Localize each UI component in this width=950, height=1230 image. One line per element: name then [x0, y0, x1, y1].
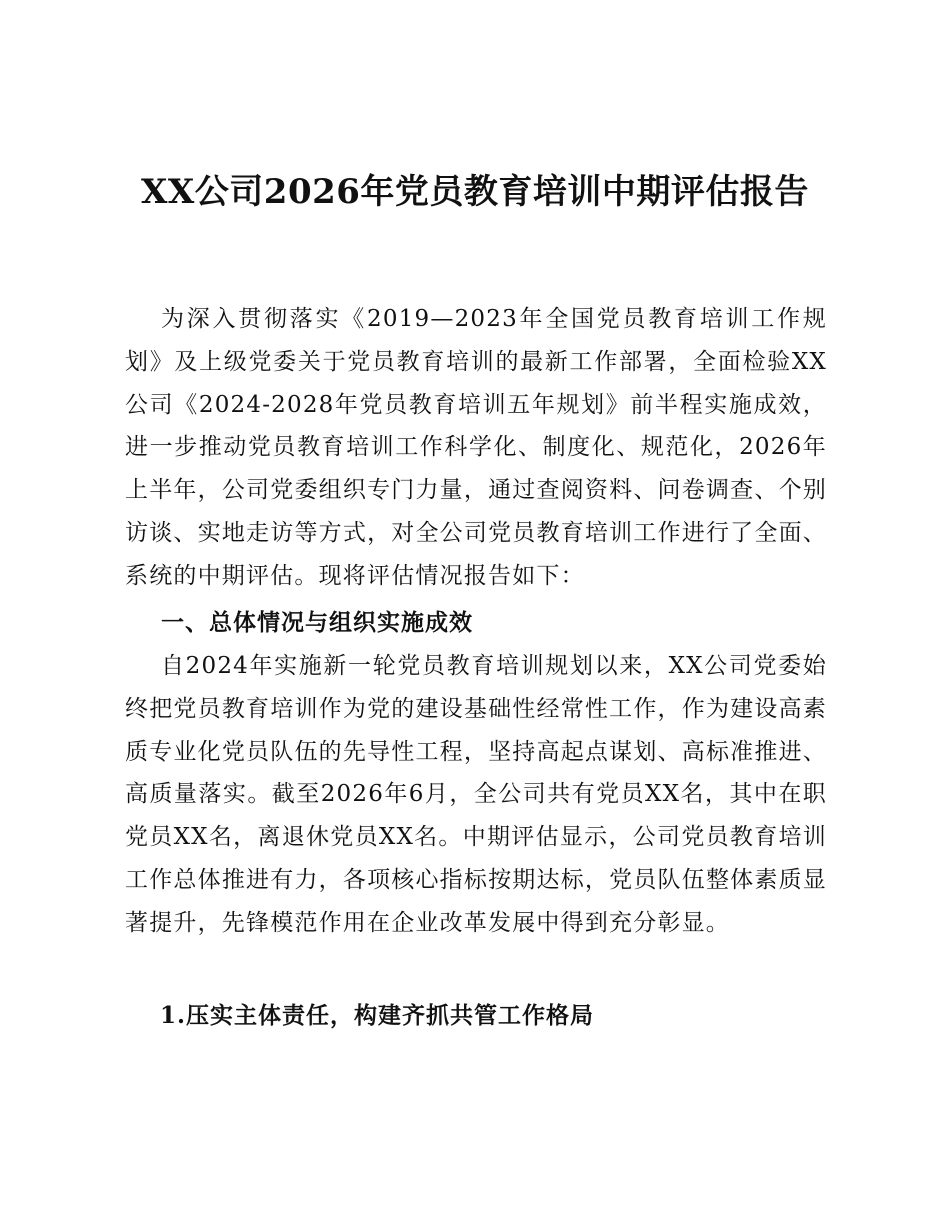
intro-paragraph: 为深入贯彻落实《2019—2023年全国党员教育培训工作规划》及上级党委关于党员教育培训的最新工作部署，全面检验XX公司《2024-2028年党员教育培训五年规划》前半程实施成效，进一步推动党员教育培训工作科学化、制度化、规范化，2026年上半年，公司党委组织专门力量，通过查阅资料、问卷调查、个别访谈、实地走访等方式，对全公司党员教育培训工作进行了全面、系统的中期评估。现将评估情况报告如下： — [125, 306, 827, 589]
document-title: XX公司2026年党员教育培训中期评估报告 — [141, 172, 809, 212]
section-paragraph: 自2024年实施新一轮党员教育培训规划以来，XX公司党委始终把党员教育培训作为党的建设基础性经常性工作，作为建设高素质专业化党员队伍的先导性工程，坚持高起点谋划、高标准推进、高质量落实。截至2026年6月，全公司共有党员XX名，其中在职党员XX名，离退休党员XX名。中期评估显示，公司党员教育培训工作总体推进有力，各项核心指标按期达标，党员队伍整体素质显著提升，先锋模范作用在企业改革发展中得到充分彰显。 — [125, 653, 827, 936]
subsection-heading: 1.压实主体责任，构建齐抓共管工作格局 — [160, 1002, 595, 1029]
section-heading: 一、总体情况与组织实施成效 — [161, 610, 473, 636]
